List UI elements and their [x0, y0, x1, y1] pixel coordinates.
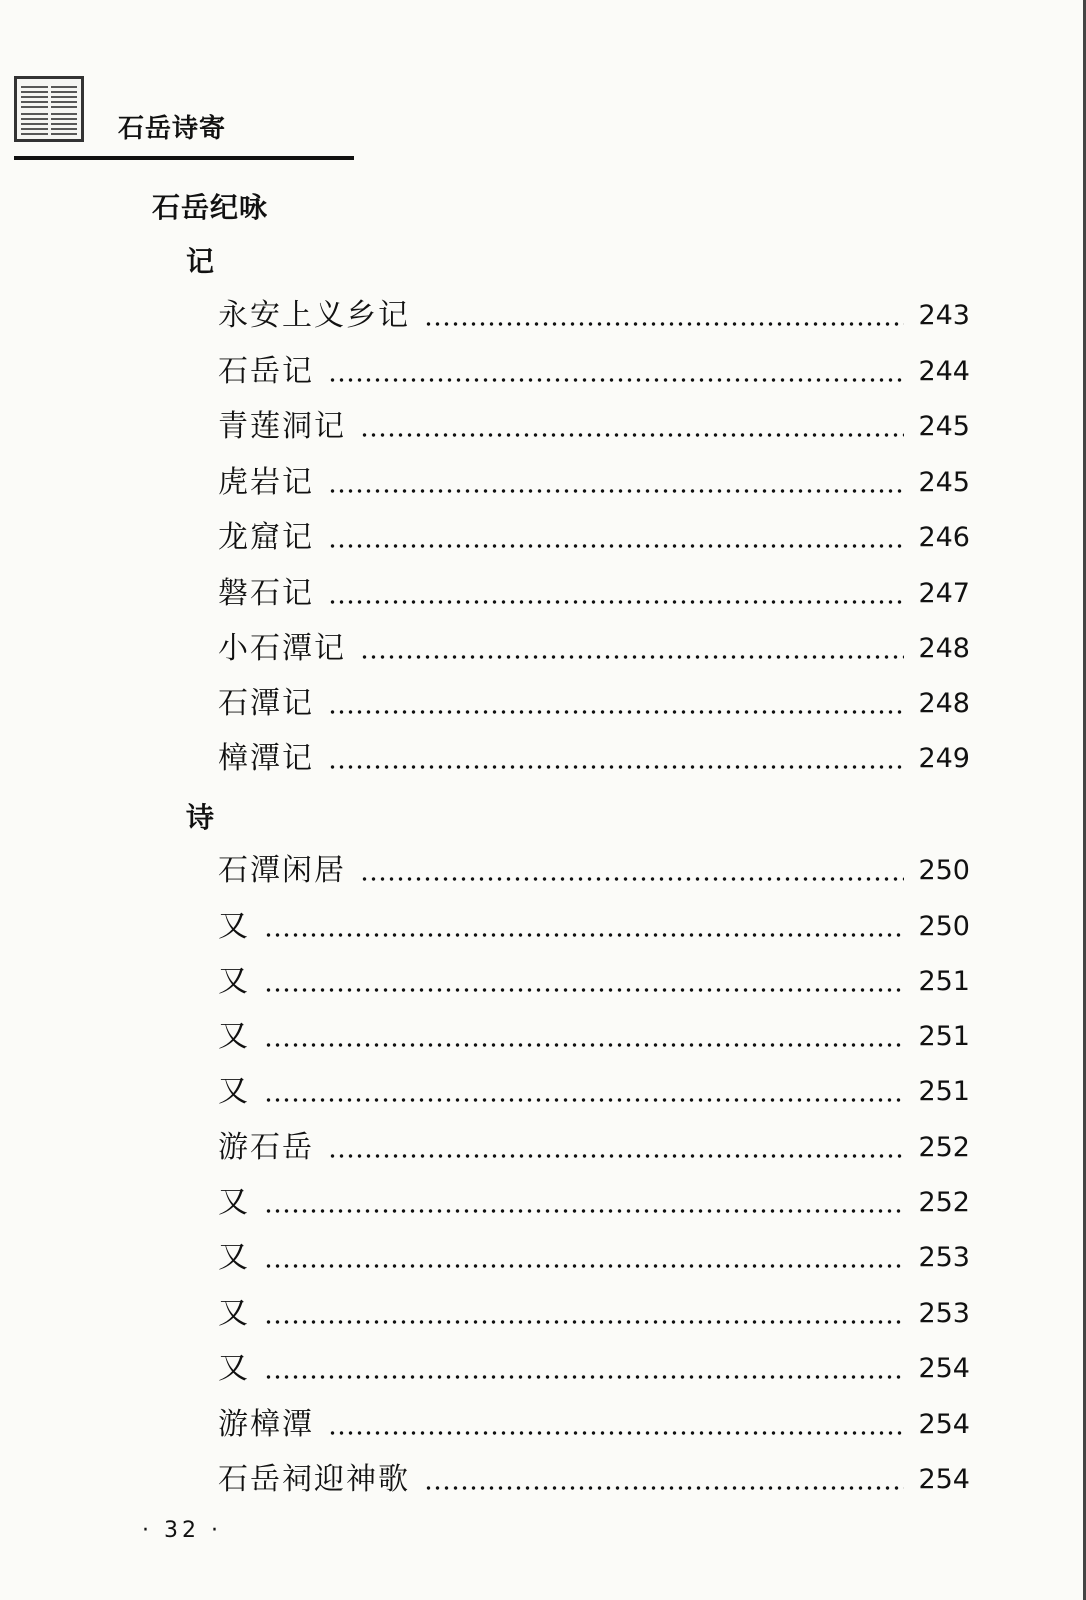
entry-page: 251 — [918, 966, 970, 997]
toc-entry[interactable] — [218, 962, 970, 1002]
entry-page: 252 — [918, 1187, 970, 1218]
entry-title: 又 — [218, 1296, 250, 1331]
dot-leader — [264, 1375, 904, 1379]
toc-entry[interactable] — [218, 1017, 970, 1057]
toc-entry[interactable] — [218, 407, 970, 447]
entry-title: 游石岳 — [218, 1130, 314, 1165]
running-title: 石岳诗寄 — [118, 114, 227, 144]
entry-title: 又 — [218, 909, 250, 944]
toc-entry[interactable] — [218, 1183, 970, 1223]
toc-entry[interactable] — [218, 463, 970, 503]
entry-title: 虎岩记 — [218, 465, 314, 500]
dot-leader — [360, 877, 904, 881]
dot-leader — [264, 1098, 904, 1102]
toc-entry[interactable] — [218, 851, 970, 891]
page-header — [14, 74, 354, 164]
dot-leader — [328, 1154, 904, 1158]
entry-page: 245 — [918, 411, 970, 442]
toc-entry[interactable] — [218, 1349, 970, 1389]
entry-title: 又 — [218, 1351, 250, 1386]
entry-title: 石潭记 — [218, 686, 314, 721]
entry-title: 小石潭记 — [218, 631, 346, 666]
toc-entry[interactable] — [218, 574, 970, 614]
entry-title: 又 — [218, 1019, 250, 1054]
toc-entry[interactable] — [218, 518, 970, 558]
dot-leader — [264, 1264, 904, 1268]
section-title: 石岳纪咏 — [152, 191, 269, 224]
page-folio: · 32 · — [142, 1518, 222, 1543]
dot-leader — [328, 544, 904, 548]
toc-entry[interactable] — [218, 629, 970, 669]
entry-title: 游樟潭 — [218, 1407, 314, 1442]
entry-title: 石岳记 — [218, 354, 314, 389]
toc-entry[interactable] — [218, 739, 970, 779]
group-heading-ji: 记 — [186, 245, 215, 278]
toc-entry[interactable] — [218, 352, 970, 392]
dot-leader — [328, 1431, 904, 1435]
dot-leader — [424, 1486, 904, 1490]
entry-page: 250 — [918, 855, 970, 886]
entry-page: 249 — [918, 743, 970, 774]
entry-page: 254 — [918, 1464, 970, 1495]
entry-title: 又 — [218, 1074, 250, 1109]
dot-leader — [264, 1043, 904, 1047]
toc-entry[interactable] — [218, 1128, 970, 1168]
dot-leader — [264, 988, 904, 992]
entry-page: 246 — [918, 522, 970, 553]
dot-leader — [360, 433, 904, 437]
entry-title: 青莲洞记 — [218, 409, 346, 444]
entry-page: 247 — [918, 578, 970, 609]
entry-page: 244 — [918, 356, 970, 387]
toc-entry[interactable] — [218, 296, 970, 336]
entry-page: 250 — [918, 911, 970, 942]
toc-entry[interactable] — [218, 907, 970, 947]
toc-entry[interactable] — [218, 1460, 970, 1500]
dot-leader — [264, 1320, 904, 1324]
entry-page: 253 — [918, 1242, 970, 1273]
entry-page: 243 — [918, 300, 970, 331]
group-heading-shi: 诗 — [186, 801, 215, 834]
entry-page: 254 — [918, 1409, 970, 1440]
entry-title: 石岳祠迎神歌 — [218, 1462, 410, 1497]
dot-leader — [264, 1209, 904, 1213]
entry-title: 石潭闲居 — [218, 853, 346, 888]
dot-leader — [328, 489, 904, 493]
header-rule — [14, 156, 354, 160]
dot-leader — [264, 933, 904, 937]
entry-page: 254 — [918, 1353, 970, 1384]
entry-page: 252 — [918, 1132, 970, 1163]
entry-title: 磐石记 — [218, 576, 314, 611]
entry-title: 永安上义乡记 — [218, 298, 410, 333]
dot-leader — [328, 378, 904, 382]
entry-page: 251 — [918, 1021, 970, 1052]
entry-page: 248 — [918, 633, 970, 664]
entry-title: 龙窟记 — [218, 520, 314, 555]
entry-page: 251 — [918, 1076, 970, 1107]
dot-leader — [328, 710, 904, 714]
entry-title: 又 — [218, 1240, 250, 1275]
seal-logo — [14, 76, 84, 142]
toc-entry[interactable] — [218, 684, 970, 724]
toc-entry[interactable] — [218, 1294, 970, 1334]
toc-entry[interactable] — [218, 1072, 970, 1112]
dot-leader — [328, 765, 904, 769]
toc-entry[interactable] — [218, 1405, 970, 1445]
entry-page: 248 — [918, 688, 970, 719]
entry-title: 又 — [218, 964, 250, 999]
entry-page: 245 — [918, 467, 970, 498]
entry-page: 253 — [918, 1298, 970, 1329]
toc-entry[interactable] — [218, 1238, 970, 1278]
dot-leader — [328, 600, 904, 604]
entry-title: 又 — [218, 1185, 250, 1220]
dot-leader — [424, 322, 904, 326]
dot-leader — [360, 655, 904, 659]
entry-title: 樟潭记 — [218, 741, 314, 776]
